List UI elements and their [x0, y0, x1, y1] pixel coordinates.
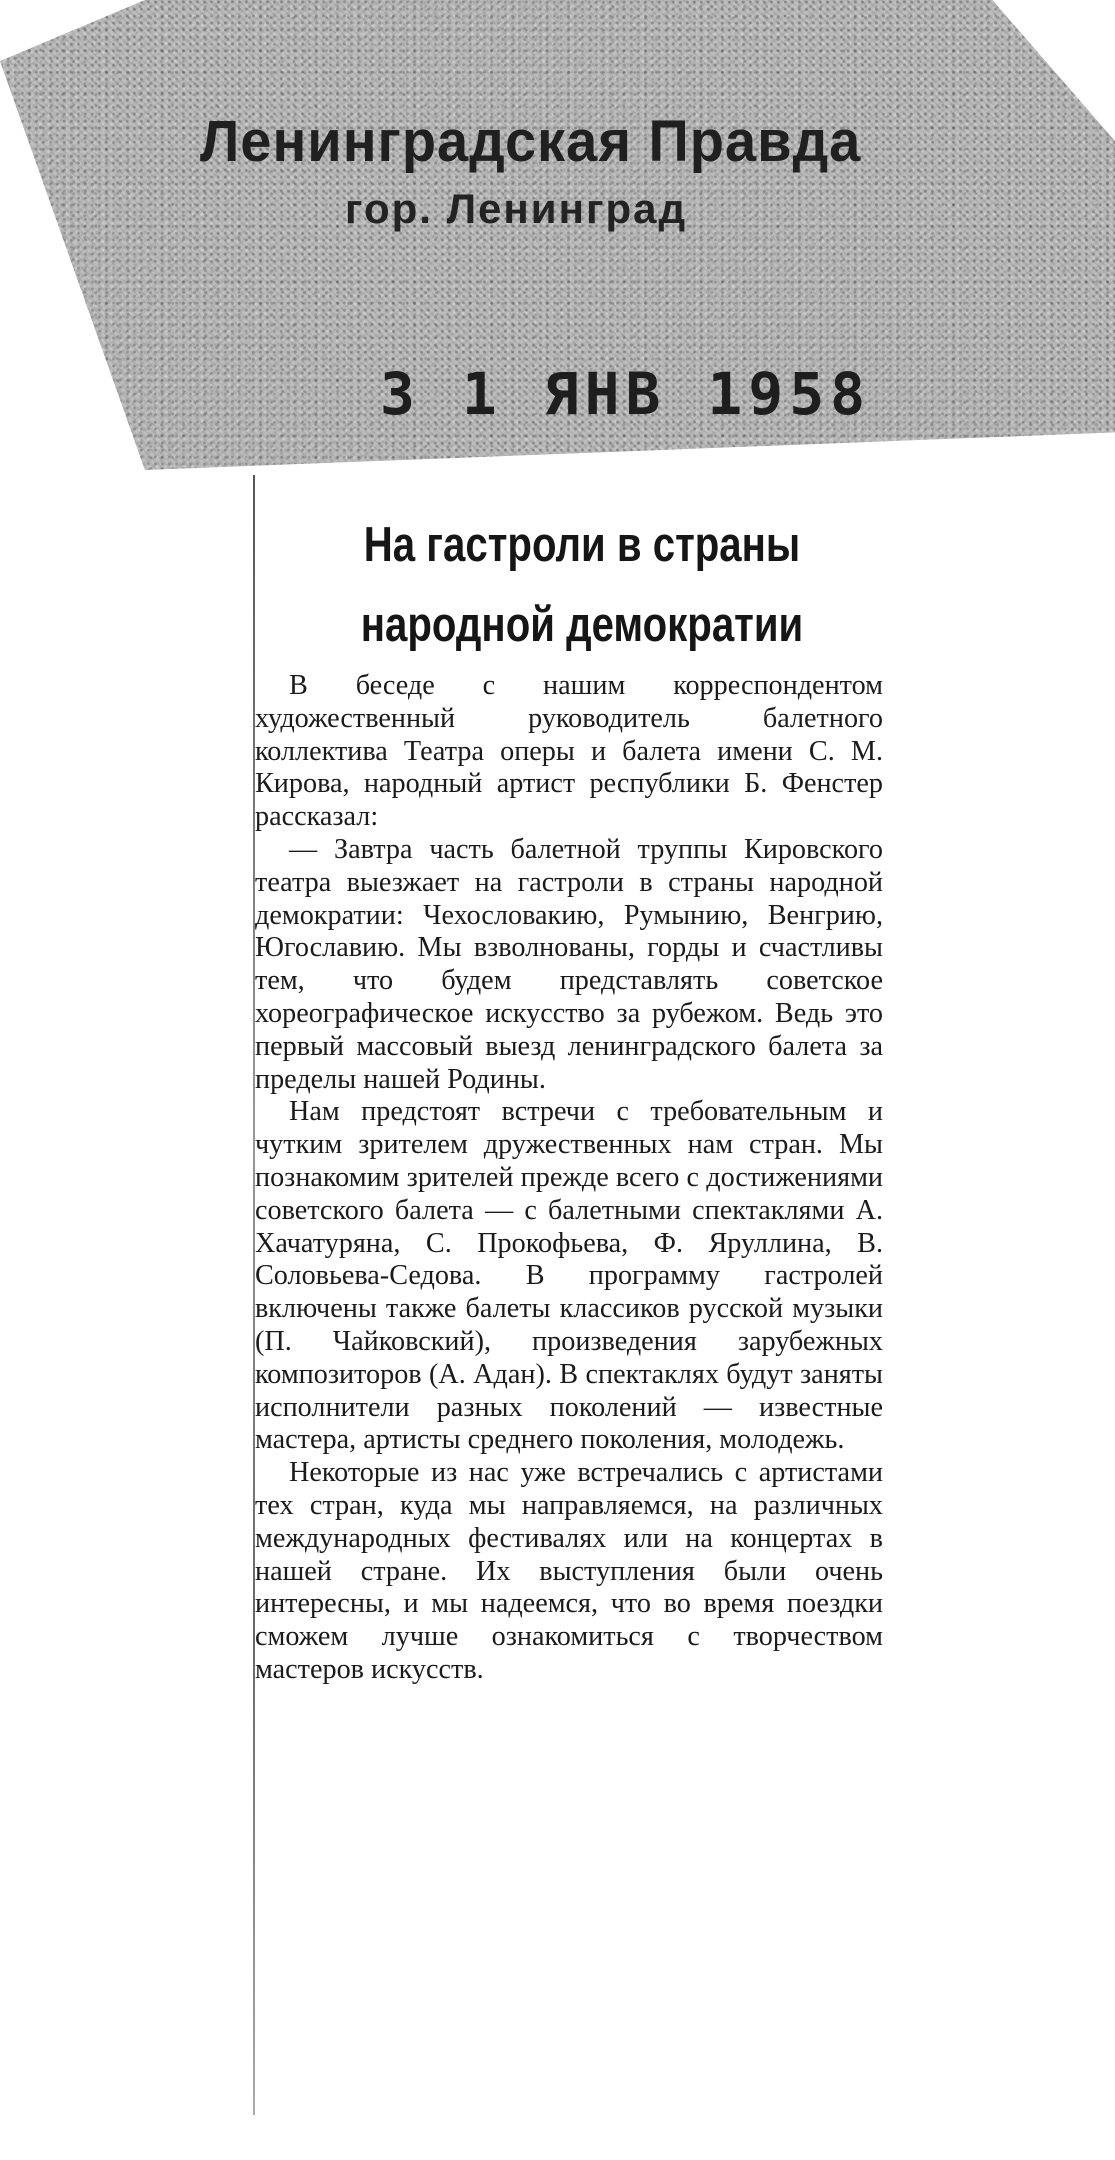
article-paragraph-4: Некоторые из нас уже встречались с артистами тех стран, куда мы направляемся, на различных международных фестивалях или на концертах в нашей стране. Их выступления были очень интересны, и мы надеемся, что во время поездки сможем лучше ознакомиться с творчеством мастеров искусств. [255, 1457, 883, 1685]
stamp-date: 3 1 ЯНВ 1958 [380, 360, 872, 428]
stamp-newspaper-name: Ленинградская Правда [200, 107, 862, 174]
article-paragraph-2: — Завтра часть балетной труппы Кировского театра выезжает на гастроли в страны народной демократии: Чехословакию, Румынию, Венгрию, Югославию. Мы взволнованы, горды и счастливы тем, что будем представлять советское хореографическое искусство за рубежом. Ведь это первый массовый выезд ленинградского балета за пределы нашей Родины. [255, 833, 883, 1095]
newspaper-stamp [0, 0, 1115, 470]
article-headline: На гастроли в страны народной демократии [360, 518, 804, 652]
article-body [255, 670, 883, 1687]
article-paragraph-3: Нам предстоят встречи с требовательным и чутким зрителем дружественных нам стран. Мы познакомим зрителей прежде всего с достижениями советского балета — с балетными спектаклями А. Хачатуряна, С. Прокофьева, Ф. Яруллина, В. Соловьева-Седова. В программу гастролей включены также балеты классиков русской музыки (П. Чайковский), произведения зарубежных композиторов (А. Адан). В спектаклях будут заняты исполнители разных поколений — известные мастера, артисты среднего поколения, молодежь. [255, 1096, 883, 1456]
stamp-city: гор. Ленинград [345, 185, 688, 232]
article-paragraph-1: В беседе с нашим корреспондентом художественный руководитель балетного коллектива Театра оперы и балета имени С. М. Кирова, народный артист республики Б. Фенстер рассказал: [255, 670, 883, 833]
